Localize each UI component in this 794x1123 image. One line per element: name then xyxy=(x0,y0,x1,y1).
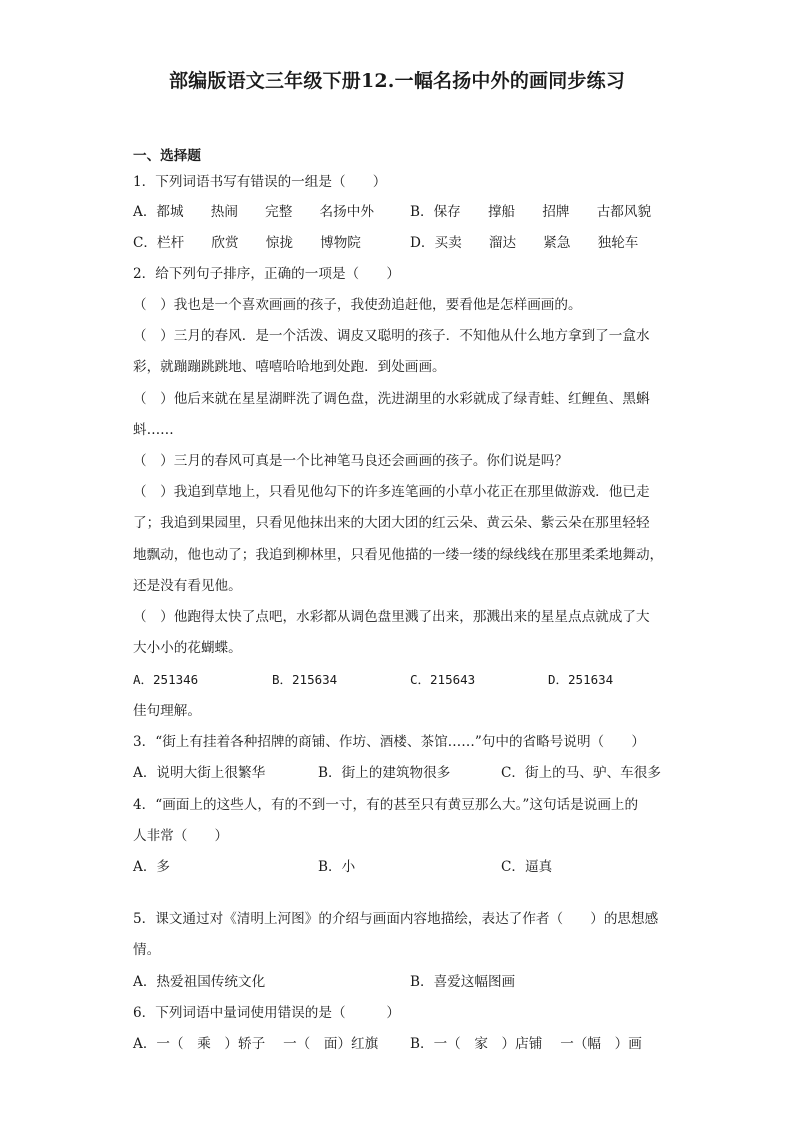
page-title: 部编版语文三年级下册12.一幅名扬中外的画同步练习 xyxy=(168,70,626,92)
q2-sentence-6-line-1: （ ）他跑得太快了点吧，水彩都从调色盘里溅了出来，那溅出来的星星点点就成了大 xyxy=(133,609,650,625)
q1-stem: 1．下列词语书写有错误的一组是（ ） xyxy=(133,174,387,190)
q2-sentence-2-line-2: 彩，就蹦蹦跳跳地、嘻嘻哈哈地到处跑．到处画画。 xyxy=(133,359,446,375)
q5-stem-line-1: 5．课文通过对《清明上河图》的介绍与画面内容地描绘，表达了作者（ ）的思想感 xyxy=(133,911,659,927)
q2-option-d xyxy=(548,670,613,690)
q2-sentence-3-line-2: 蚪…… xyxy=(133,422,174,438)
q3-option-b: B．街上的建筑物很多 xyxy=(318,765,451,781)
q2-stem: 2．给下列句子排序，正确的一项是（ ） xyxy=(133,266,400,282)
q6-option-a: A．一（ 乘 ）轿子 一（ 面）红旗 xyxy=(133,1036,379,1052)
q4-stem-line-1: 4．“画面上的这些人，有的不到一寸，有的甚至只有黄豆那么大。”这句话是说画上的 xyxy=(133,797,639,813)
q4-option-c: C．逼真 xyxy=(501,859,553,875)
q2-sentence-1: （ ）我也是一个喜欢画画的孩子，我使劲追赶他，要看他是怎样画画的。 xyxy=(133,297,582,313)
q1-option-c: C．栏杆 欣赏 惊拢 博物院 xyxy=(133,235,361,251)
q2-sentence-2-line-1: （ ）三月的春风．是一个活泼、调皮又聪明的孩子．不知他从什么地方拿到了一盒水 xyxy=(133,328,650,344)
q2-sentence-5-line-3: 地飘动，他也动了；我追到柳林里，只看见他描的一缕一缕的绿线线在那里柔柔地舞动， xyxy=(133,547,664,563)
q2-option-b-text: B．215634 xyxy=(272,672,338,687)
q3-option-c: C．街上的马、驴、车很多 xyxy=(501,765,661,781)
q3-option-a: A．说明大街上很繁华 xyxy=(133,765,266,781)
q2-option-a xyxy=(133,670,198,690)
q2-option-c xyxy=(410,670,475,690)
section-heading: 一、选择题 xyxy=(133,148,201,164)
q4-option-a: A．多 xyxy=(133,859,171,875)
q2-option-d-text: D．251634 xyxy=(548,672,614,687)
q1-option-b: B．保存 撑船 招牌 古都风貌 xyxy=(410,204,652,220)
q4-option-b: B．小 xyxy=(318,859,356,875)
q2-sentence-4: （ ）三月的春风可真是一个比神笔马良还会画画的孩子。你们说是吗？ xyxy=(133,453,568,469)
q2-sentence-5-line-2: 了；我追到果园里，只看见他抹出来的大团大团的红云朵、黄云朵、紫云朵在那里轻轻 xyxy=(133,515,650,531)
q4-stem-line-2: 人非常（ ） xyxy=(133,828,229,844)
q2-option-b xyxy=(272,670,337,690)
q2-option-a-text: A．251346 xyxy=(133,672,199,687)
q1-option-d: D．买卖 溜达 紧急 独轮车 xyxy=(410,235,639,251)
q5-option-b: B．喜爱这幅图画 xyxy=(410,974,516,990)
q1-option-a: A．都城 热闹 完整 名扬中外 xyxy=(133,204,374,220)
q6-option-b: B．一（ 家 ）店铺 一（幅 ）画 xyxy=(410,1036,642,1052)
q5-stem-line-2: 情。 xyxy=(133,942,161,958)
q5-option-a: A．热爱祖国传统文化 xyxy=(133,974,266,990)
q2-sentence-6-line-2: 大小小的花蝴蝶。 xyxy=(133,640,242,656)
q3-stem: 3．“街上有挂着各种招牌的商铺、作坊、酒楼、茶馆……”句中的省略号说明（ ） xyxy=(133,734,645,750)
q6-stem: 6．下列词语中量词使用错误的是（ ） xyxy=(133,1005,400,1021)
q2-sentence-5-line-4: 还是没有看见他。 xyxy=(133,578,242,594)
q2-sentence-3-line-1: （ ）他后来就在星星湖畔洗了调色盘，洗进湖里的水彩就成了绿青蛙、红鲤鱼、黑蝌 xyxy=(133,391,650,407)
subheading: 佳句理解。 xyxy=(133,703,201,719)
q2-option-c-text: C．215643 xyxy=(410,672,476,687)
q2-sentence-5-line-1: （ ）我追到草地上，只看见他勾下的许多连笔画的小草小花正在那里做游戏．他已走 xyxy=(133,484,650,500)
